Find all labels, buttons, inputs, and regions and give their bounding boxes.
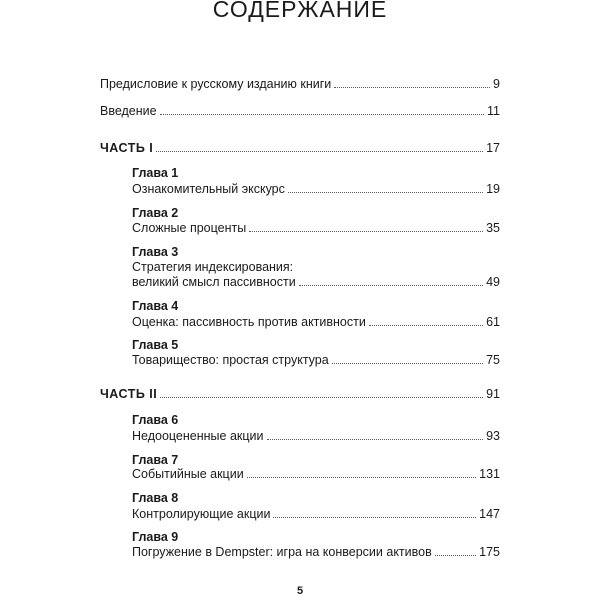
toc-page-number: 147 bbox=[479, 507, 500, 521]
toc-entry-text: Стратегия индексирования: bbox=[132, 260, 294, 274]
toc-chapter-2[interactable] bbox=[132, 220, 500, 236]
toc-chapter-6[interactable] bbox=[132, 428, 500, 444]
chapter-label: Глава 7 bbox=[132, 453, 179, 467]
toc-chapter-7[interactable] bbox=[132, 466, 500, 482]
toc-page-number: 19 bbox=[486, 182, 500, 196]
page-title: СОДЕРЖАНИЕ bbox=[212, 0, 388, 22]
leader-dots bbox=[332, 362, 483, 364]
toc-page-number: 131 bbox=[479, 467, 500, 481]
toc-entry-text: Товарищество: простая структура bbox=[132, 353, 329, 367]
leader-dots bbox=[160, 396, 483, 398]
toc-page-number: 75 bbox=[486, 353, 500, 367]
toc-page-number: 61 bbox=[486, 315, 500, 329]
toc-page-number: 49 bbox=[486, 275, 500, 289]
chapter-label: Глава 4 bbox=[132, 299, 179, 313]
toc-entry-text: Событийные акции bbox=[132, 467, 244, 481]
chapter-label: Глава 8 bbox=[132, 491, 179, 505]
toc-entry-text: Недооцененные акции bbox=[132, 429, 264, 443]
toc-entry-text: Оценка: пассивность против активности bbox=[132, 315, 366, 329]
toc-chapter-3[interactable] bbox=[132, 274, 500, 290]
toc-page-number: 91 bbox=[486, 387, 500, 401]
leader-dots bbox=[299, 284, 483, 286]
toc-page-number: 11 bbox=[487, 104, 500, 118]
toc-chapter-5[interactable] bbox=[132, 352, 500, 368]
chapter-label: Глава 1 bbox=[132, 166, 179, 180]
toc-entry-text: Погружение в Dempster: игра на конверсии активов bbox=[132, 545, 432, 559]
leader-dots bbox=[160, 113, 484, 115]
toc-chapter-4[interactable] bbox=[132, 314, 500, 330]
toc-page-number: 9 bbox=[493, 77, 500, 91]
toc-page-number: 93 bbox=[486, 429, 500, 443]
leader-dots bbox=[435, 554, 476, 556]
toc-entry-text: Предисловие к русскому изданию книги bbox=[100, 77, 332, 91]
leader-dots bbox=[247, 476, 476, 478]
leader-dots bbox=[369, 324, 483, 326]
toc-chapter-9[interactable] bbox=[132, 544, 500, 560]
toc-entry-introduction[interactable] bbox=[100, 103, 500, 119]
page-number: 5 bbox=[296, 585, 304, 597]
toc-entry-text: Контролирующие акции bbox=[132, 507, 271, 521]
leader-dots bbox=[288, 191, 483, 193]
toc-entry-text: Сложные проценты bbox=[132, 221, 247, 235]
chapter-label: Глава 3 bbox=[132, 245, 179, 259]
toc-page-number: 175 bbox=[479, 545, 500, 559]
toc-entry-text: Введение bbox=[100, 104, 157, 118]
toc-part-1[interactable] bbox=[100, 140, 500, 156]
leader-dots bbox=[267, 438, 484, 440]
toc-page-number: 17 bbox=[486, 141, 500, 155]
toc-page-number: 35 bbox=[486, 221, 500, 235]
toc-entry-text: Ознакомительный экскурс bbox=[132, 182, 285, 196]
toc-chapter-8[interactable] bbox=[132, 506, 500, 522]
toc-entry-preface[interactable] bbox=[100, 76, 500, 92]
toc-part-2[interactable] bbox=[100, 386, 500, 402]
leader-dots bbox=[273, 516, 476, 518]
toc-entry-text: великий смысл пассивности bbox=[132, 275, 296, 289]
toc-part-label: ЧАСТЬ II bbox=[100, 387, 158, 401]
leader-dots bbox=[156, 150, 483, 152]
leader-dots bbox=[334, 86, 490, 88]
toc-chapter-1[interactable] bbox=[132, 181, 500, 197]
chapter-label: Глава 6 bbox=[132, 413, 179, 427]
chapter-label: Глава 2 bbox=[132, 206, 179, 220]
chapter-label: Глава 5 bbox=[132, 338, 179, 352]
toc-part-label: ЧАСТЬ I bbox=[100, 141, 154, 155]
leader-dots bbox=[249, 230, 483, 232]
chapter-label: Глава 9 bbox=[132, 530, 179, 544]
